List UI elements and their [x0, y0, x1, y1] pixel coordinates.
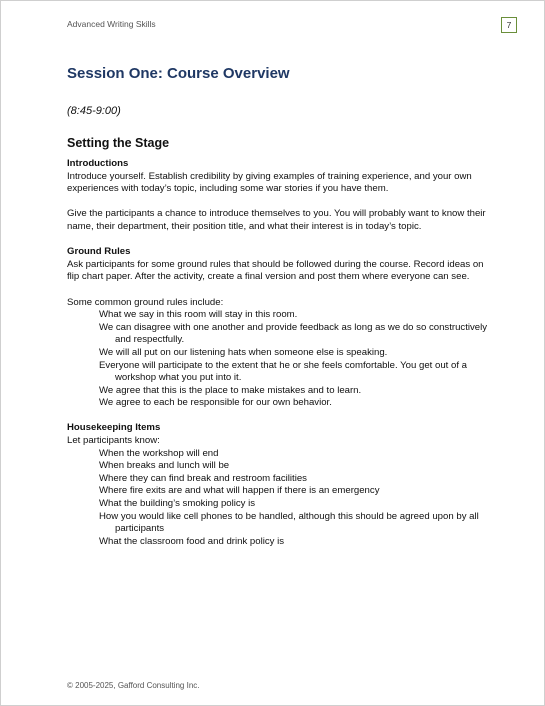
introductions-paragraph-2: Give the participants a chance to introduce themselves to you. You will probably want to know their name, their department, their position title, and what their interest is in today’s topic.	[67, 208, 486, 232]
housekeeping-intro: Let participants know:	[67, 435, 160, 447]
body-content	[67, 158, 492, 548]
list-item: Where they can find break and restroom facilities	[99, 472, 307, 484]
housekeeping-heading: Housekeeping Items	[67, 422, 161, 434]
list-item: When the workshop will end	[99, 447, 219, 459]
ground-rules-list	[67, 309, 492, 410]
list-item: We agree to each be responsible for our own behavior.	[99, 397, 332, 409]
introductions-paragraph-1: Introduce yourself. Establish credibility by giving examples of training experience, and your own experiences with today’s topic, including some war stories if you have them.	[67, 170, 472, 195]
list-item: We will all put on our listening hats when someone else is speaking.	[99, 346, 388, 358]
list-item: What we say in this room will stay in this room.	[99, 309, 298, 321]
list-item: We agree that this is the place to make mistakes and to learn.	[99, 384, 362, 396]
introductions-heading: Introductions	[67, 158, 129, 169]
page-number-badge: 7	[501, 17, 517, 33]
ground-rules-intro: Some common ground rules include:	[67, 296, 224, 308]
session-time: (8:45-9:00)	[67, 105, 121, 117]
copyright-footer: © 2005-2025, Gafford Consulting Inc.	[67, 681, 200, 690]
page-title: Session One: Course Overview	[67, 65, 290, 82]
list-item: We can disagree with one another and provide feedback as long as we do so constructively and respectfully.	[99, 321, 488, 346]
list-item: What the classroom food and drink policy is	[99, 535, 285, 547]
list-item: How you would like cell phones to be handled, although this should be agreed upon by all participants	[99, 510, 479, 535]
list-item: Everyone will participate to the extent that he or she feels comfortable. You get out of a workshop what you put into it.	[99, 359, 467, 384]
running-header: Advanced Writing Skills	[67, 19, 156, 29]
list-item: Where fire exits are and what will happen if there is an emergency	[99, 485, 380, 497]
housekeeping-list	[67, 448, 492, 549]
list-item: What the building’s smoking policy is	[99, 498, 256, 510]
list-item: When breaks and lunch will be	[99, 460, 230, 472]
section-heading: Setting the Stage	[67, 136, 170, 150]
ground-rules-heading: Ground Rules	[67, 246, 131, 258]
ground-rules-paragraph: Ask participants for some ground rules that should be followed during the course. Record ideas on flip chart paper. After the activity, create a final version and post them where everyone can see.	[67, 258, 484, 283]
